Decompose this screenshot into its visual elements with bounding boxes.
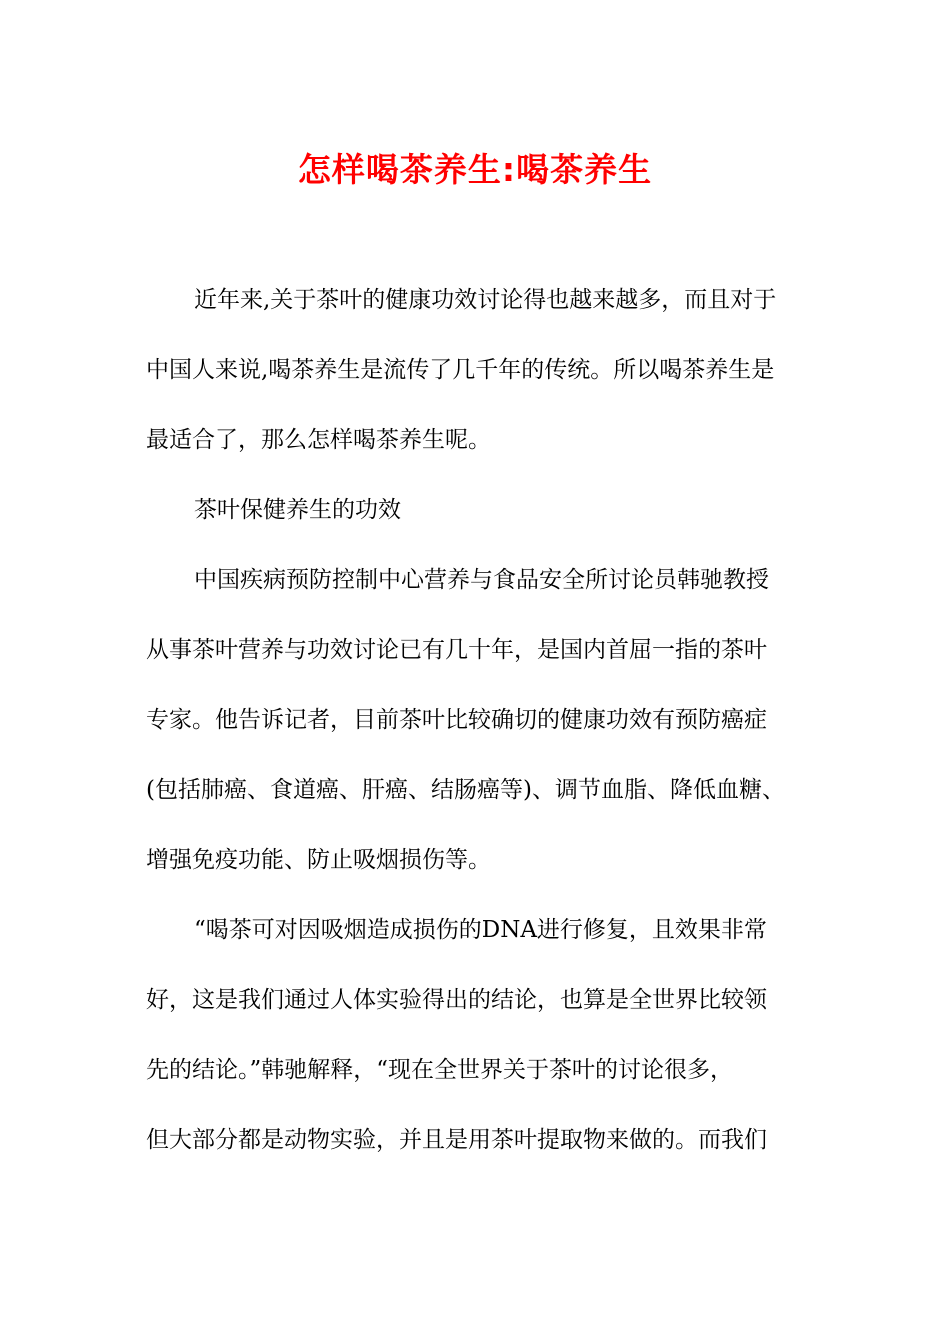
body-line: 增强免疫功能、防止吸烟损伤等。 xyxy=(146,847,491,873)
body-line: 但大部分都是动物实验，并且是用茶叶提取物来做的。而我们 xyxy=(146,1127,767,1153)
document-title: 怎样喝茶养生:喝茶养生 xyxy=(297,150,653,189)
body-line: (包括肺癌、食道癌、肝癌、结肠癌等)、调节血脂、降低血糖、 xyxy=(146,777,785,803)
body-line: 近年来,关于茶叶的健康功效讨论得也越来越多，而且对于 xyxy=(194,287,777,313)
body-line: 好，这是我们通过人体实验得出的结论，也算是全世界比较领 xyxy=(146,987,767,1013)
body-line: 先的结论。”韩驰解释，“现在全世界关于茶叶的讨论很多， xyxy=(146,1057,734,1083)
body-line: 最适合了，那么怎样喝茶养生呢。 xyxy=(146,427,491,453)
body-line: 中国疾病预防控制中心营养与食品安全所讨论员韩驰教授 xyxy=(194,567,769,593)
body-line: 中国人来说,喝茶养生是流传了几千年的传统。所以喝茶养生是 xyxy=(146,357,775,383)
body-line: 专家。他告诉记者，目前茶叶比较确切的健康功效有预防癌症 xyxy=(146,707,767,733)
document-body xyxy=(146,277,806,1187)
body-line: 从事茶叶营养与功效讨论已有几十年，是国内首屈一指的茶叶 xyxy=(146,637,767,663)
body-line: “喝茶可对因吸烟造成损伤的DNA进行修复，且效果非常 xyxy=(194,917,767,943)
section-heading: 茶叶保健养生的功效 xyxy=(194,497,401,523)
